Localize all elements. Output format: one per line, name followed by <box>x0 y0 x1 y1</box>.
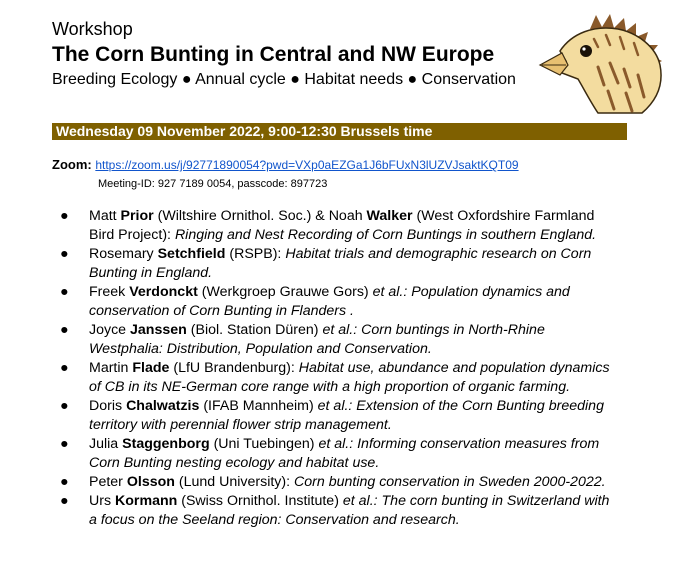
list-item <box>60 473 630 492</box>
affiliation: (West Oxfordshire Farmland <box>412 208 595 224</box>
talk-line <box>89 492 630 511</box>
speaker-surname: Walker <box>366 208 413 224</box>
speaker-first: Julia <box>89 436 123 452</box>
list-item <box>60 435 630 473</box>
affiliation: (Biol. Station Düren) <box>186 322 323 338</box>
zoom-link[interactable]: https://zoom.us/j/92771890054?pwd=VXp0aEZGa1J6bFUxN3lUZVJsaktKQT09 <box>95 158 519 172</box>
speaker-surname: Staggenborg <box>122 436 210 452</box>
talk-line <box>89 321 630 340</box>
talk-title: et al.: The corn bunting in Switzerland with <box>342 493 610 509</box>
list-item <box>60 207 630 245</box>
talk-title: Corn bunting conservation in Sweden 2000-2022. <box>294 474 606 490</box>
talk-list <box>60 207 630 530</box>
speaker-surname: Flade <box>132 360 170 376</box>
affiliation: (Werkgroep Grauwe Gors) <box>197 284 373 300</box>
talk-title: et al.: Population dynamics and <box>372 284 570 300</box>
affiliation: (Uni Tuebingen) <box>209 436 319 452</box>
talk-line <box>89 397 630 416</box>
bullet-icon: ● <box>60 284 69 300</box>
subtitle: Breeding Ecology ● Annual cycle ● Habitat needs ● Conservation <box>52 71 516 88</box>
affiliation: Bird Project): <box>89 227 175 243</box>
speaker-surname: Prior <box>120 208 154 224</box>
speaker-surname: Kormann <box>115 493 178 509</box>
bullet-icon: ● <box>60 398 69 414</box>
date-banner: Wednesday 09 November 2022, 9:00-12:30 Brussels time <box>52 123 627 140</box>
speaker-surname: Olsson <box>126 474 175 490</box>
talk-title: Habitat use, abundance and population dynamics <box>298 360 610 376</box>
talk-title: et al.: Extension of the Corn Bunting breeding <box>317 398 604 414</box>
meeting-credentials: Meeting-ID: 927 7189 0054, passcode: 897723 <box>98 178 328 190</box>
speaker-surname: Verdonckt <box>129 284 198 300</box>
talk-title: et al.: Corn buntings in North-Rhine <box>322 322 545 338</box>
talk-title: Bunting in England. <box>89 265 213 281</box>
page-title: The Corn Bunting in Central and NW Europe <box>52 43 495 66</box>
speaker-first: Joyce <box>89 322 131 338</box>
workshop-label: Workshop <box>52 19 133 39</box>
talk-line <box>89 473 630 492</box>
zoom-line <box>52 157 519 172</box>
talk-line <box>89 283 630 302</box>
talk-title: of CB in its NE-German core range with a high proportion of organic farming. <box>89 379 571 395</box>
bullet-icon: ● <box>60 360 69 376</box>
bullet-icon: ● <box>60 493 69 509</box>
list-item <box>60 245 630 283</box>
bird-eye <box>580 45 592 57</box>
list-item <box>60 492 630 530</box>
talk-title: conservation of Corn Bunting in Flanders . <box>89 303 354 319</box>
talk-line <box>89 245 630 264</box>
speaker-first: Freek <box>89 284 130 300</box>
talk-title: Westphalia: Distribution, Population and Conservation. <box>89 341 432 357</box>
list-item <box>60 397 630 435</box>
speaker-first: Matt <box>89 208 121 224</box>
speaker-first: Martin <box>89 360 133 376</box>
bullet-icon: ● <box>60 322 69 338</box>
talk-title: a focus on the Seeland region: Conservation and research. <box>89 512 460 528</box>
speaker-first: Rosemary <box>89 246 158 262</box>
talk-line <box>89 359 630 378</box>
bullet-icon: ● <box>60 208 69 224</box>
talk-line <box>89 435 630 454</box>
speaker-first: Doris <box>89 398 127 414</box>
bullet-icon: ● <box>60 474 69 490</box>
speaker-surname: Chalwatzis <box>126 398 200 414</box>
corn-bunting-illustration <box>538 13 668 117</box>
talk-line <box>89 226 630 245</box>
speaker-first: Urs <box>89 493 116 509</box>
talk-title: et al.: Informing conservation measures from <box>318 436 600 452</box>
speaker-first: Peter <box>89 474 127 490</box>
talk-title: Ringing and Nest Recording of Corn Buntings in southern England. <box>174 227 597 243</box>
list-item <box>60 283 630 321</box>
talk-title: Habitat trials and demographic research on Corn <box>285 246 592 262</box>
affiliation: (LfU Brandenburg): <box>169 360 299 376</box>
speaker-surname: Janssen <box>130 322 187 338</box>
bullet-icon: ● <box>60 436 69 452</box>
talk-title: territory with perennial flower strip management. <box>89 417 392 433</box>
zoom-label: Zoom: <box>52 157 92 172</box>
bullet-icon: ● <box>60 246 69 262</box>
affiliation: (Swiss Ornithol. Institute) <box>177 493 343 509</box>
talk-title: Corn Bunting nesting ecology and habitat use. <box>89 455 380 471</box>
talk-line <box>89 207 630 226</box>
affiliation: (RSPB): <box>225 246 286 262</box>
affiliation: (Lund University): <box>174 474 295 490</box>
affiliation: (Wiltshire Ornithol. Soc.) & Noah <box>153 208 367 224</box>
list-item <box>60 359 630 397</box>
list-item <box>60 321 630 359</box>
speaker-surname: Setchfield <box>157 246 226 262</box>
affiliation: (IFAB Mannheim) <box>199 398 318 414</box>
